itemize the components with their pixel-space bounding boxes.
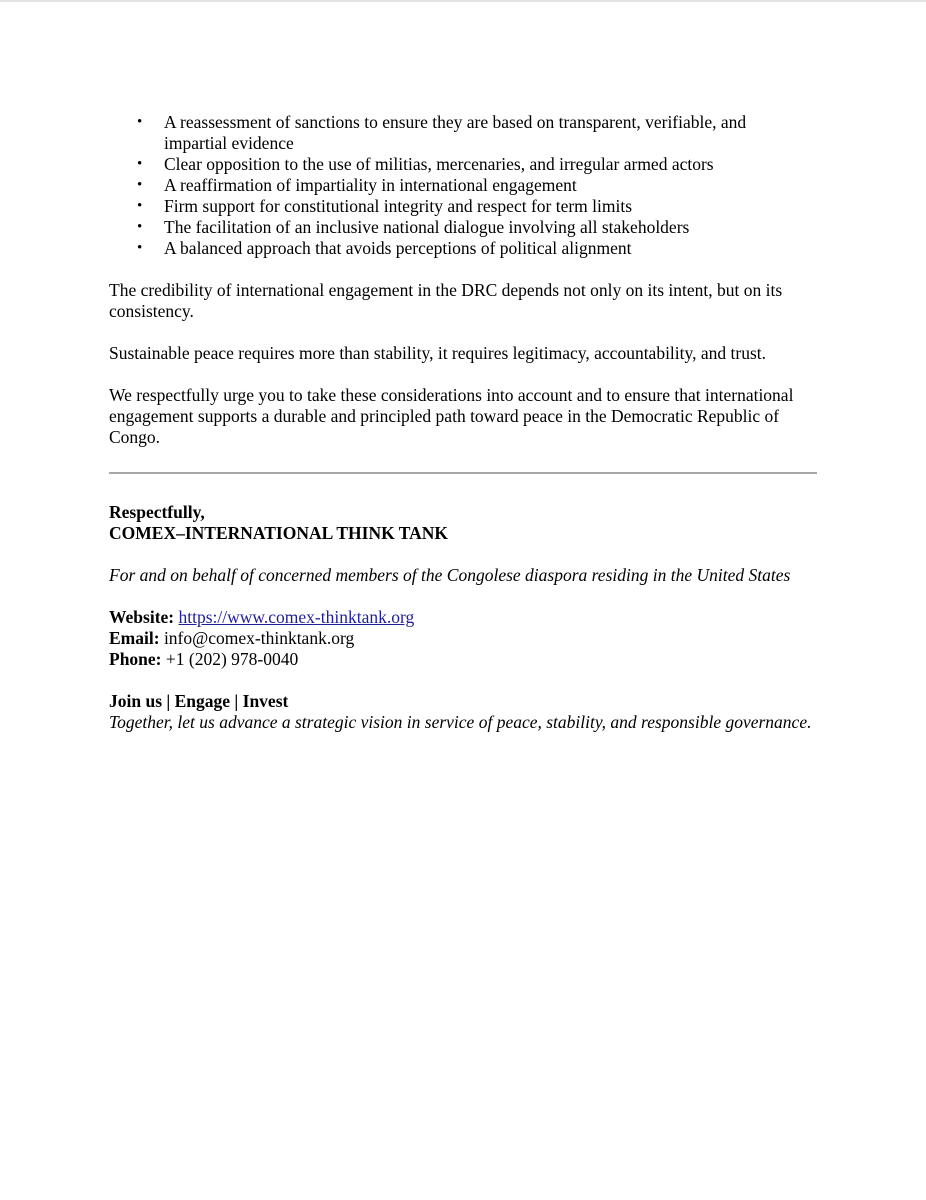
email-label: Email:	[109, 628, 164, 648]
phone-value: +1 (202) 978-0040	[165, 649, 299, 669]
bullet-icon: •	[137, 177, 143, 193]
horizontal-divider	[109, 472, 817, 474]
phone-line	[109, 649, 821, 670]
recommendations-list	[109, 112, 821, 259]
email-line	[109, 628, 821, 649]
bullet-icon: •	[137, 240, 143, 256]
list-item-text: A reassessment of sanctions to ensure they are based on transparent, verifiable, and impartial evidence	[164, 112, 747, 153]
website-line	[109, 607, 821, 628]
cta-heading: Join us | Engage | Invest	[109, 691, 289, 711]
list-item	[109, 217, 774, 238]
spacer	[109, 586, 821, 607]
cta-tagline: Together, let us advance a strategic vision in service of peace, stability, and responsible governance.	[109, 712, 812, 732]
credibility-paragraph: The credibility of international engagement in the DRC depends not only on its intent, but on its consistency.	[109, 280, 783, 321]
spacer	[109, 259, 821, 280]
sustainable-peace-paragraph: Sustainable peace requires more than stability, it requires legitimacy, accountability, and trust.	[109, 343, 767, 363]
list-item	[109, 175, 774, 196]
phone-label: Phone:	[109, 649, 166, 669]
list-item-text: Firm support for constitutional integrity and respect for term limits	[164, 196, 633, 216]
spacer	[109, 322, 821, 343]
spacer	[109, 544, 821, 565]
document-page	[109, 112, 821, 733]
bullet-icon: •	[137, 114, 143, 130]
closing-salutation: Respectfully,	[109, 502, 205, 522]
behalf-statement: For and on behalf of concerned members of the Congolese diaspora residing in the United States	[109, 565, 791, 585]
list-item-text: The facilitation of an inclusive national dialogue involving all stakeholders	[164, 217, 690, 237]
urge-paragraph: We respectfully urge you to take these considerations into account and to ensure that international engagement supports a durable and principled path toward peace in the Democratic Republic of Congo.	[109, 385, 794, 447]
list-item-text: Clear opposition to the use of militias, mercenaries, and irregular armed actors	[164, 154, 714, 174]
list-item	[109, 238, 774, 259]
email-value: info@comex-thinktank.org	[163, 628, 355, 648]
spacer	[109, 670, 821, 691]
page-top-edge	[0, 0, 926, 2]
list-item-text: A reaffirmation of impartiality in international engagement	[164, 175, 577, 195]
list-item-text: A balanced approach that avoids perceptions of political alignment	[164, 238, 632, 258]
bullet-icon: •	[137, 219, 143, 235]
list-item	[109, 112, 774, 154]
list-item	[109, 154, 774, 175]
list-item	[109, 196, 774, 217]
organization-name: COMEX–INTERNATIONAL THINK TANK	[109, 523, 449, 543]
bullet-icon: •	[137, 198, 143, 214]
website-label: Website:	[109, 607, 179, 627]
spacer	[109, 364, 821, 385]
website-link[interactable]: https://www.comex-thinktank.org	[178, 607, 415, 627]
bullet-icon: •	[137, 156, 143, 172]
